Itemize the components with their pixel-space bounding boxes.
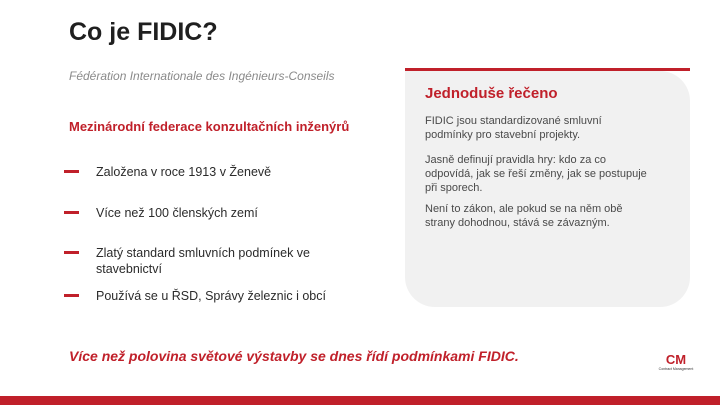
- dash-icon: [64, 251, 79, 254]
- card-title: Jednoduše řečeno: [425, 85, 558, 102]
- section-heading: Mezinárodní federace konzultačních inženýrů: [69, 119, 350, 134]
- footer-statement: Více než polovina světové výstavby se dnes řídí podmínkami FIDIC.: [69, 348, 519, 364]
- cm-contract-management-logo-icon: [654, 352, 698, 372]
- card-paragraph: Jasně definují pravidla hry: kdo za co odpovídá, jak se řeší změny, jak se postupuje při sporech.: [425, 154, 647, 194]
- summary-card: [405, 71, 690, 307]
- logo-caption: Contract Management: [658, 367, 694, 371]
- dash-icon: [64, 211, 79, 214]
- card-paragraph: FIDIC jsou standardizované smluvní podmínky pro stavební projekty.: [425, 115, 602, 141]
- bottom-bar: [0, 396, 720, 405]
- bullet-text: Zlatý standard smluvních podmínek ve stavebnictví: [96, 246, 310, 276]
- bullet-text: Používá se u ŘSD, Správy železnic i obcí: [96, 289, 326, 303]
- logo-mark: CM: [665, 352, 687, 367]
- card-paragraph: Není to zákon, ale pokud se na něm obě strany dohodnou, stává se závazným.: [425, 203, 623, 229]
- bullet-text: Více než 100 členských zemí: [96, 206, 258, 220]
- dash-icon: [64, 294, 79, 297]
- bullet-text: Založena v roce 1913 v Ženevě: [96, 165, 272, 179]
- subtitle: Fédération Internationale des Ingénieurs-Conseils: [69, 69, 335, 83]
- slide-title: Co je FIDIC?: [69, 18, 218, 46]
- dash-icon: [64, 170, 79, 173]
